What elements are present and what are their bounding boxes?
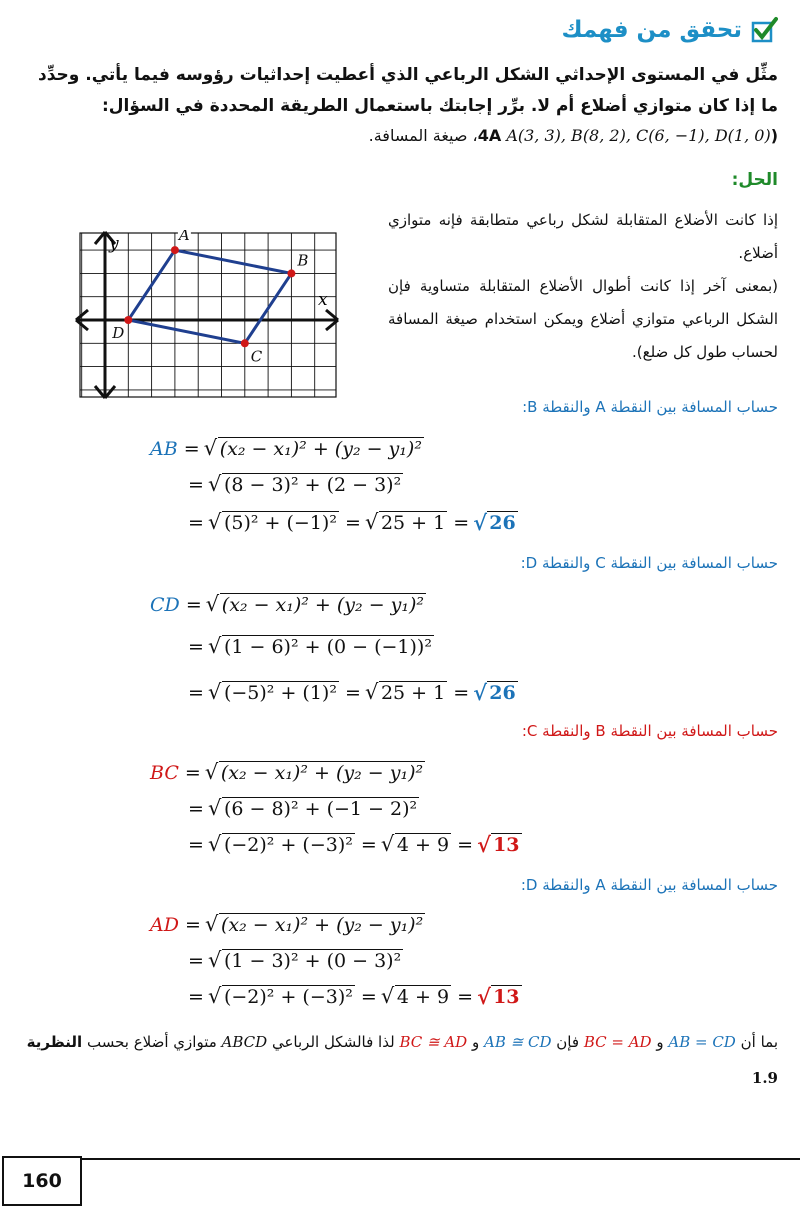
ab-eq-line3: = √ (5)² + (−1)² = √ 25 + 1 = √ 26 [188,512,518,534]
page-number: 160 [2,1156,82,1206]
ab-heading: حساب المسافة بين النقطة A والنقطة B: [522,398,778,416]
point-c [241,339,249,347]
page-divider [80,1158,800,1160]
title-text: تحقق من فهمك [561,17,742,43]
item-method: ، صيغة المسافة. [368,126,478,145]
explanation-p1: إذا كانت الأضلاع المتقابلة لشكل رباعي متطابقة فإنه متوازي أضلاع. [388,211,778,262]
item-number: (4A [477,126,778,145]
bc-eq-line3: = √ (−2)² + (−3)² = √ 4 + 9 = √ 13 [188,834,522,856]
ab-eq-line1: AB = √ (x₂ − x₁)² + (y₂ − y₁)² [150,438,424,460]
point-label-a: A [178,230,190,245]
cd-eq-line2: = √ (1 − 6)² + (0 − (−1))² [188,636,434,658]
point-label-d: D [112,324,125,342]
ab-eq-line2: = √ (8 − 3)² + (2 − 3)² [188,474,403,496]
conclusion: بما أن AB = CD و BC = AD فإن AB ≅ CD و BC ≅ AD لذا فالشكل الرباعي ABCD متوازي أضلاع بحسب النظرية 1.9 [26,1033,778,1087]
point-label-c: C [250,347,263,366]
section-title [561,10,778,50]
cd-eq-line1: CD = √ (x₂ − x₁)² + (y₂ − y₁)² [150,594,426,616]
bc-heading: حساب المسافة بين النقطة B والنقطة C: [521,722,778,740]
point-label-b: B [297,251,309,270]
question-text: مثِّل في المستوى الإحداثي الشكل الرباعي الذي أعطيت إحداثيات رؤوسه فيما يأتي. وحدِّد ما إذا كان متوازي أضلاع أم لا. برِّر إجابتك باستعمال الطريقة المحددة في السؤال: [37,65,778,116]
ad-heading: حساب المسافة بين النقطة A والنقطة D: [520,876,778,894]
point-d [124,316,132,324]
explanation [388,204,778,369]
solution-label: الحل: [731,170,778,190]
checkbox-check-icon [750,16,778,44]
coordinate-graph [72,230,342,400]
question-item [22,126,778,145]
point-b [287,269,295,277]
explanation-p2: (بمعنى آخر إذا كانت أطوال الأضلاع المتقابلة متساوية فإن الشكل الرباعي متوازي أضلاع ويمكن استخدام صيغة المسافة لحساب طول كل ضلع). [388,277,778,361]
ad-eq-line3: = √ (−2)² + (−3)² = √ 4 + 9 = √ 13 [188,986,522,1008]
cd-heading: حساب المسافة بين النقطة C والنقطة D: [520,554,778,572]
axis-x-label: x [318,290,328,310]
point-a [171,246,179,254]
item-points: A(3, 3), B(8, 2), C(6, −1), D(1, 0) [506,126,771,145]
axis-y-label: y [109,234,119,254]
ad-eq-line1: AD = √ (x₂ − x₁)² + (y₂ − y₁)² [150,914,425,936]
bc-eq-line2: = √ (6 − 8)² + (−1 − 2)² [188,798,419,820]
bc-eq-line1: BC = √ (x₂ − x₁)² + (y₂ − y₁)² [150,762,425,784]
cd-eq-line3: = √ (−5)² + (1)² = √ 25 + 1 = √ 26 [188,682,518,704]
ad-eq-line2: = √ (1 − 3)² + (0 − 3)² [188,950,403,972]
